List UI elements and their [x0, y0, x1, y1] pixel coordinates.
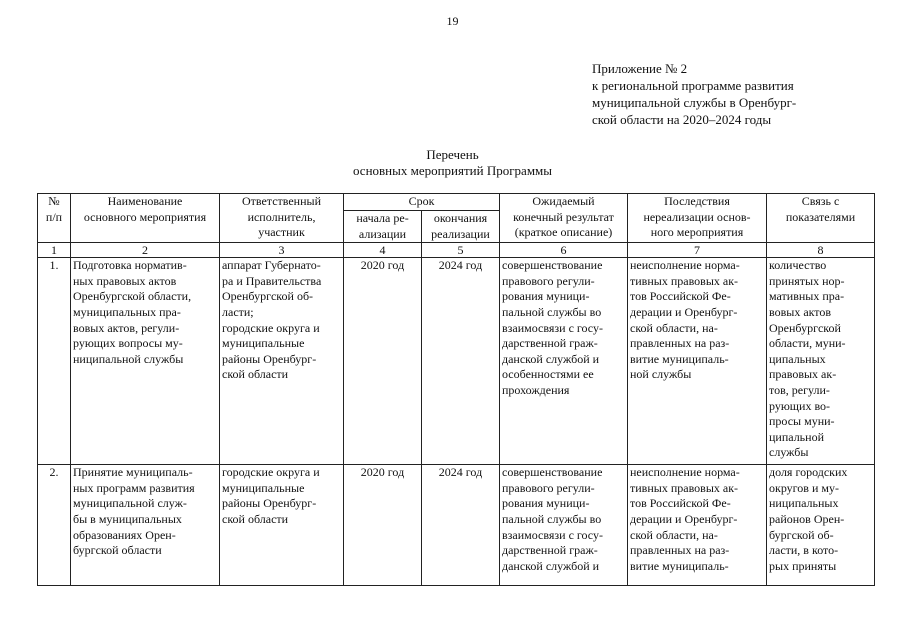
header-end: окончания реализации: [422, 211, 500, 243]
activity-name: Принятие муниципаль- ных программ развития муниципальной служ- бы в муниципальных образованиях Орен- бургской области: [71, 465, 220, 586]
header-consequences: Последствия нереализации основ- ного мероприятия: [628, 194, 767, 243]
header-expected-result: Ожидаемый конечный результат (краткое описание): [500, 194, 628, 243]
indicators: доля городских округов и му- ниципальных районов Орен- бургской об- ласти, в кото- рых приняты: [767, 465, 875, 586]
end-year: 2024 год: [422, 465, 500, 586]
header-row-1: [38, 194, 875, 211]
consequences: неисполнение норма- тивных правовых ак- тов Российской Фе- дерации и Оренбург- ской области, на- правленных на раз- витие муниципаль- ной службы: [628, 258, 767, 465]
header-indicators: Связь с показателями: [767, 194, 875, 243]
column-number: 5: [422, 243, 500, 258]
column-number: 4: [344, 243, 422, 258]
table-row: [38, 465, 875, 586]
appendix-line-2: к региональной программе развития: [592, 78, 794, 93]
column-numbers-row: [38, 243, 875, 258]
column-number: 6: [500, 243, 628, 258]
activity-name: Подготовка норматив- ных правовых актов Оренбургской области, муниципальных пра- вовых актов, регули- рующих вопросы му- ниципальной службы: [71, 258, 220, 465]
header-executor: Ответственный исполнитель, участник: [220, 194, 344, 243]
expected-result: совершенствование правового регули- рования муници- пальной службы во взаимосвязи с госу- дарственной граж- данской службой и особенностями ее прохождения: [500, 258, 628, 465]
end-year: 2024 год: [422, 258, 500, 465]
table-row: [38, 258, 875, 465]
expected-result: совершенствование правового регули- рования муници- пальной службы во взаимосвязи с госу- дарственной граж- данской службой и: [500, 465, 628, 586]
appendix-line-1: Приложение № 2: [592, 61, 688, 76]
consequences: неисполнение норма- тивных правовых ак- тов Российской Фе- дерации и Оренбург- ской области, на- правленных на раз- витие муниципаль-: [628, 465, 767, 586]
row-number: 2.: [38, 465, 71, 586]
title-line-1: Перечень: [426, 147, 479, 162]
appendix-header: [592, 60, 892, 128]
header-start: начала ре- ализации: [344, 211, 422, 243]
column-number: 3: [220, 243, 344, 258]
start-year: 2020 год: [344, 258, 422, 465]
page-number: 19: [446, 14, 459, 28]
header-number: № п/п: [38, 194, 71, 243]
row-number: 1.: [38, 258, 71, 465]
column-number: 1: [38, 243, 71, 258]
start-year: 2020 год: [344, 465, 422, 586]
header-activity-name: Наименование основного мероприятия: [71, 194, 220, 243]
appendix-line-3: муниципальной службы в Оренбург-: [592, 95, 797, 110]
appendix-line-4: ской области на 2020–2024 годы: [592, 112, 772, 127]
indicators: количество принятых нор- мативных пра- вовых актов Оренбургской области, муни- ципальных правовых ак- тов, регули- рующих во- просы муни- ципальной службы: [767, 258, 875, 465]
document-title: [0, 147, 905, 179]
activities-table: [37, 193, 875, 586]
header-term: Срок: [344, 194, 500, 211]
column-number: 2: [71, 243, 220, 258]
title-line-2: основных мероприятий Программы: [352, 163, 553, 178]
executor: городские округа и муниципальные районы Оренбург- ской области: [220, 465, 344, 586]
column-number: 7: [628, 243, 767, 258]
column-number: 8: [767, 243, 875, 258]
executor: аппарат Губернато- ра и Правительства Оренбургской об- ласти; городские округа и муниципальные районы Оренбург- ской области: [220, 258, 344, 465]
